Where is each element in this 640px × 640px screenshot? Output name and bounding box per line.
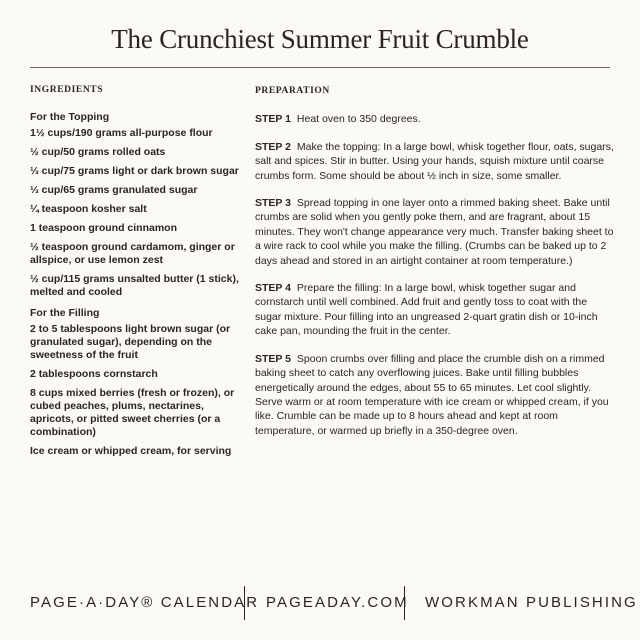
ingredient-item: 2 tablespoons cornstarch bbox=[30, 368, 158, 380]
footer-divider bbox=[404, 586, 405, 620]
step-text: Spread topping in one layer onto a rimmed baking sheet. Bake until crumbs are solid when you gently poke them, and are fragrant, about 15 minutes. They won't change appearance very much. Transfer baking sheet to a wire rack to cool while you make the filling. (Crumbs can be baked up to 2 days ahead and stored in an airtight container at room temperature.) bbox=[255, 197, 614, 267]
footer-brand: PAGE·A·DAY® CALENDAR bbox=[30, 594, 260, 611]
filling-subhead: For the Filling bbox=[30, 307, 100, 319]
step-5 bbox=[255, 352, 615, 438]
ingredient-item: 8 cups mixed berries (fresh or frozen), or cubed peaches, plums, nectarines, apricots, or pitted sweet cherries (or a combination) bbox=[30, 387, 235, 438]
topping-subhead: For the Topping bbox=[30, 111, 110, 123]
footer-publisher: WORKMAN PUBLISHING bbox=[425, 594, 638, 611]
step-label: STEP 1 bbox=[255, 113, 291, 126]
footer bbox=[0, 582, 640, 622]
step-text: Spoon crumbs over filling and place the crumble dish on a rimmed baking sheet to catch any overflowing juices. Bake until filling bubbles energetically around the edges, about 55 to 65 minutes. Let cool slightly. Serve warm or at room temperature with ice cream or whipped cream, if you like. Crumble can be made up to 8 hours ahead and kept at room temperature, or warmed up briefly in a 350-degree oven. bbox=[255, 352, 609, 437]
ingredient-item: Ice cream or whipped cream, for serving bbox=[30, 445, 232, 457]
step-text: Make the topping: In a large bowl, whisk together flour, oats, sugars, salt and spices. Stir in butter. Using your hands, squish mixture until coarse crumbs form. Some should be about ½ inch in size, some smaller. bbox=[255, 140, 614, 182]
footer-divider bbox=[244, 586, 245, 620]
filling-group bbox=[30, 307, 242, 458]
ingredient-item: 2 to 5 tablespoons light brown sugar (or granulated sugar), depending on the sweetness of the fruit bbox=[30, 323, 231, 361]
ingredient-item: ¼ teaspoon kosher salt bbox=[30, 203, 147, 215]
step-label: STEP 4 bbox=[255, 282, 291, 295]
step-label: STEP 3 bbox=[255, 197, 291, 210]
ingredient-item: 1 teaspoon ground cinnamon bbox=[30, 222, 178, 234]
ingredient-item: ½ cup/50 grams rolled oats bbox=[30, 146, 166, 158]
ingredient-item: ½ cup/115 grams unsalted butter (1 stick), melted and cooled bbox=[30, 273, 239, 298]
recipe-title: The Crunchiest Summer Fruit Crumble bbox=[111, 24, 529, 54]
step-label: STEP 2 bbox=[255, 140, 291, 153]
step-4 bbox=[255, 281, 615, 339]
ingredient-item: ⅓ cup/65 grams granulated sugar bbox=[30, 184, 198, 196]
preparation-heading: PREPARATION bbox=[255, 86, 330, 96]
step-1 bbox=[255, 112, 615, 126]
step-label: STEP 5 bbox=[255, 352, 291, 365]
ingredient-item: ⅓ cup/75 grams light or dark brown sugar bbox=[30, 165, 239, 177]
topping-group bbox=[30, 111, 242, 299]
ingredients-column bbox=[30, 84, 242, 466]
preparation-column bbox=[255, 84, 615, 451]
ingredients-heading: INGREDIENTS bbox=[30, 85, 104, 95]
step-text: Heat oven to 350 degrees. bbox=[296, 113, 421, 126]
title-divider bbox=[30, 67, 610, 68]
ingredient-item: 1½ cups/190 grams all-purpose flour bbox=[30, 127, 213, 139]
step-3 bbox=[255, 196, 615, 268]
step-text: Prepare the filling: In a large bowl, whisk together sugar and cornstarch until well combined. Add fruit and gently toss to coat with the sugar mixture. Pour filling into an ungreased 2-quart gratin dish or 10-inch cake pan, mounding the fruit in the center. bbox=[255, 282, 598, 338]
footer-website[interactable]: PAGEADAY.COM bbox=[266, 594, 409, 611]
ingredient-item: ½ teaspoon ground cardamom, ginger or allspice, or use lemon zest bbox=[30, 241, 235, 266]
step-2 bbox=[255, 140, 615, 183]
